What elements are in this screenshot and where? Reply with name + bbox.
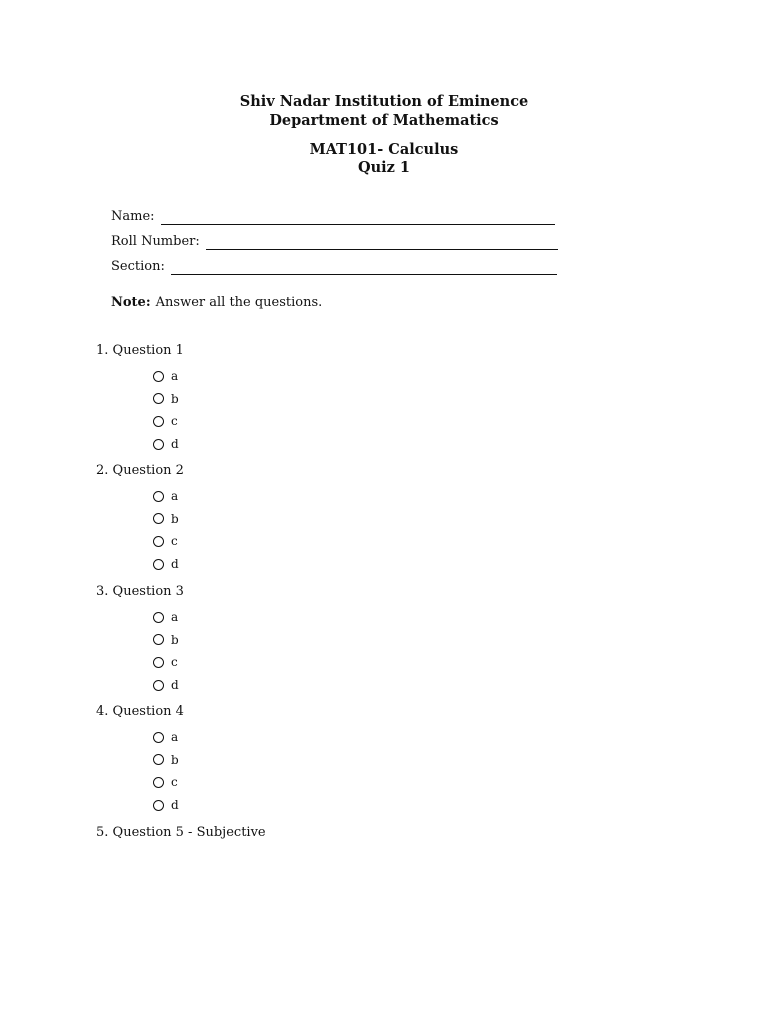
question-number: 1. [96, 343, 109, 358]
option-a[interactable] [153, 606, 179, 629]
radio-circle-icon[interactable] [153, 634, 164, 645]
option-c[interactable] [153, 771, 179, 794]
question-number: 5. [96, 825, 109, 840]
department-title: Department of Mathematics [269, 112, 499, 129]
question-title [96, 463, 184, 479]
question-text: Question 4 [112, 704, 184, 719]
option-b[interactable] [153, 749, 179, 772]
question-title [96, 704, 184, 720]
question-text: Question 3 [112, 584, 184, 599]
radio-circle-icon[interactable] [153, 777, 164, 788]
roll-number-blank-line[interactable] [206, 237, 558, 250]
option-label: b [171, 632, 179, 647]
note-label: Note: [111, 295, 151, 310]
option-b[interactable] [153, 508, 179, 531]
question-number: 2. [96, 463, 109, 478]
question-title [96, 825, 266, 841]
option-label: b [171, 391, 179, 406]
option-label: a [171, 369, 179, 384]
institution-title: Shiv Nadar Institution of Eminence [239, 93, 529, 110]
option-label: a [171, 489, 179, 504]
option-d[interactable] [153, 553, 179, 576]
radio-circle-icon[interactable] [153, 732, 164, 743]
question-2 [96, 463, 184, 572]
option-d[interactable] [153, 794, 179, 817]
radio-circle-icon[interactable] [153, 513, 164, 524]
note [111, 295, 322, 311]
note-text: Answer all the questions. [155, 295, 323, 310]
question-title [96, 584, 184, 600]
option-a[interactable] [153, 365, 179, 388]
quiz-title: Quiz 1 [357, 159, 411, 176]
course-title: MAT101- Calculus [309, 141, 459, 158]
question-3 [96, 584, 184, 693]
question-number: 4. [96, 704, 109, 719]
option-d[interactable] [153, 674, 179, 697]
option-label: c [171, 775, 178, 790]
option-label: d [171, 798, 179, 813]
question-5 [96, 825, 266, 841]
option-label: a [171, 730, 179, 745]
option-label: c [171, 655, 178, 670]
option-label: c [171, 534, 178, 549]
option-list [153, 485, 179, 575]
radio-circle-icon[interactable] [153, 680, 164, 691]
option-label: b [171, 511, 179, 526]
roll-number-field[interactable] [111, 234, 558, 250]
section-blank-line[interactable] [171, 262, 557, 275]
question-text: Question 1 [112, 343, 184, 358]
option-label: c [171, 414, 178, 429]
option-list [153, 606, 179, 696]
radio-circle-icon[interactable] [153, 754, 164, 765]
radio-circle-icon[interactable] [153, 393, 164, 404]
option-a[interactable] [153, 485, 179, 508]
radio-circle-icon[interactable] [153, 439, 164, 450]
name-blank-line[interactable] [161, 212, 555, 225]
roll-number-label: Roll Number: [111, 234, 200, 249]
section-field[interactable] [111, 259, 557, 275]
option-b[interactable] [153, 388, 179, 411]
option-d[interactable] [153, 433, 179, 456]
question-4 [96, 704, 184, 813]
radio-circle-icon[interactable] [153, 612, 164, 623]
radio-circle-icon[interactable] [153, 491, 164, 502]
radio-circle-icon[interactable] [153, 536, 164, 547]
radio-circle-icon[interactable] [153, 416, 164, 427]
option-label: d [171, 678, 179, 693]
name-field[interactable] [111, 209, 555, 225]
question-1 [96, 343, 184, 452]
question-text: Question 5 - Subjective [112, 825, 266, 840]
radio-circle-icon[interactable] [153, 657, 164, 668]
radio-circle-icon[interactable] [153, 371, 164, 382]
option-label: b [171, 752, 179, 767]
option-label: a [171, 610, 179, 625]
option-a[interactable] [153, 726, 179, 749]
option-label: d [171, 437, 179, 452]
question-text: Question 2 [112, 463, 184, 478]
question-number: 3. [96, 584, 109, 599]
name-label: Name: [111, 209, 155, 224]
option-c[interactable] [153, 651, 179, 674]
option-list [153, 726, 179, 816]
radio-circle-icon[interactable] [153, 800, 164, 811]
section-label: Section: [111, 259, 165, 274]
option-b[interactable] [153, 629, 179, 652]
option-c[interactable] [153, 410, 179, 433]
question-title [96, 343, 184, 359]
option-list [153, 365, 179, 455]
option-c[interactable] [153, 530, 179, 553]
option-label: d [171, 557, 179, 572]
radio-circle-icon[interactable] [153, 559, 164, 570]
